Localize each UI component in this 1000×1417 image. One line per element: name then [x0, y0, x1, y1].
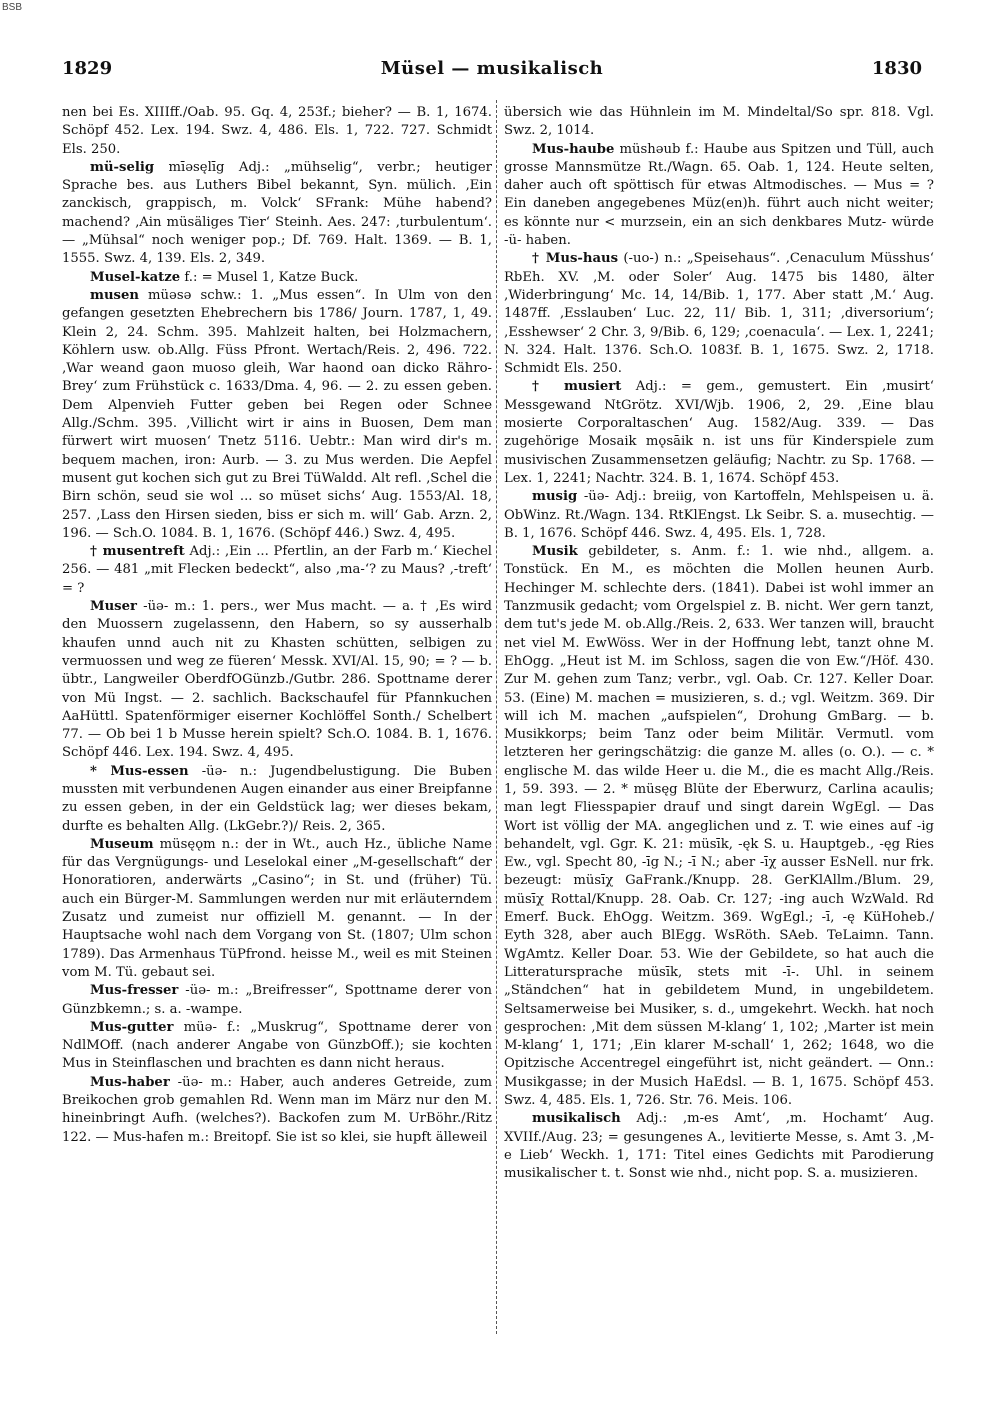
dictionary-entry	[62, 269, 492, 287]
dictionary-entry	[504, 543, 934, 1110]
entry-text: gebildeter, s. Anm. f.: 1. wie nhd., allgem. a. Tonstück. En M., es möchten die Mollen heunen Aurb. Hechinger M. schlechte ders. (1841). Dabei ist wohl immer an Tanzmusik gedacht; vom Orgelspiel z. B. nicht. Wer gern tanzt, dem tut's jede M. ob.Allg./Reis. 2, 633. Wer tanzen will, braucht net viel M. EwWöss. Wer in der Hoffnung lebt, tanzt ohne M. EhOgg. „Heut ist M. im Schloss, sagen die von Ew.“/Höf. 430. Zur M. gehen zum Tanz; verbr., vgl. Oab. Cr. 127. Keller Doar. 53. (Eine) M. machen = musizieren, s. d.; vgl. Weitzm. 369. Dir will ich M. machen „aufspielen“, Drohung GmBarg. — b. Musikkorps; beim Tanz oder beim Militär. Vermutl. vom letzteren her geringschätzig: die ganze M. alles (o. O.). — c. * englische M. das wilde Heer u. die M., die es macht Allg./Reis. 1, 59. 393. — 2. * müsęg Blüte der Eberwurz, Carlina acaulis; man legt Fliesspapier drauf und singt darein WgEgl. — Das Wort ist völlig der MA. angeglichen und z. T. wie eines auf -ig behandelt, vgl. Ggr. K. 21: müsīk, -ęk S. u. Hauptgeb., -ęg Ries Ew., vgl. Specht 80, -īg N.; -ī N.; aber -īχ ausser EsNell. nur frk. bezeugt: müsīχ GaFrank./Knupp. 28. GerKlAllm./Blum. 29, müsīχ Rottal/Knupp. 28. Oab. Cr. 127; -ing auch WzWald. Rd Emerf. Buck. EhOgg. Weitzm. 369. WgEgl.; -ī, -ę KüHoheb./ Eyth 328, aber auch BlEgg. WsRöth. SAeb. TeLaimn. Tann. WgAmtz. Keller Doar. 53. Wie der Gebildete, so hat auch die Litteratursprache müsīk, stets mit -ī-. Uhl. in seinem „Ständchen“ hat in gebildetem Mund, in ungebildetem. Seltsamerweise bei Musiker, s. d., umgekehrt. Weckh. hat noch gesprochen: ‚Mit dem süssen M-klang‘ 1, 102; ‚Marter ist mein M-klang‘ 1, 171; ‚Ein klarer M-schall‘ 1, 262; 1648, wo die Opitzische Accentregel eingeführt ist, nicht geändert. — Onn.: Musikgasse; in der Musich HaEdsl. — B. 1, 1675. Schöpf 453. Swz. 4, 485. Els. 1, 726. Str. 76. Meis. 106.	[504, 544, 934, 1109]
dictionary-entry	[62, 543, 492, 598]
entry-text: -üə- Adj.: breiig, von Kartoffeln, Mehlspeisen u. ä. ObWinz. Rt./Wagn. 134. RtKlEngst. Lk Seibr. S. a. musechtig. — B. 1, 1676. Schöpf 446. Swz. 4, 495. Els. 1, 728.	[504, 489, 934, 541]
headword: Muser	[90, 599, 137, 615]
headword: Mus-haube	[532, 141, 615, 157]
entry-text: -üə- n.: Jugendbelustigung. Die Buben mussten mit verbundenen Augen einander aus einer Breipfanne zu essen geben, in der ein Geldstück lag; wer dieses bekam, durfte es behalten Allg. (LkGebr.?)/ Reis. 2, 365.	[62, 763, 492, 834]
dictionary-entry	[62, 1019, 492, 1074]
dictionary-entry	[504, 141, 934, 251]
entry-text: -üə- m.: 1. pers., wer Mus macht. — a. † ‚Es wird den Muossern zugelassenn, den Habern, so sy ausserhalb khaufen unnd auch nit zu Khasten schütten, selbigen zu vermuossen und weg ze füeren‘ Messk. XVI/Al. 15, 90; = ? — b. übtr., Langweiler OberdfOGünzb./Gutbr. 286. Spottname derer von Mü Ingst. — 2. sachlich. Backschaufel für Pfannkuchen AaHüttl. Spatenförmiger eiserner Kochlöffel Sonth./ Schelbert 77. — Ob bei 1 b Musse herein spielt? Sch.O. 1084. B. 1, 1676. Schöpf 446. Lex. 194. Swz. 4, 495.	[62, 599, 492, 761]
dictionary-entry	[62, 159, 492, 269]
column-divider	[496, 100, 497, 1334]
headword: † musentreft	[90, 544, 185, 560]
headword: Mus-fresser	[90, 983, 179, 999]
dictionary-entry	[62, 836, 492, 982]
dictionary-entry	[62, 982, 492, 1019]
dictionary-entry	[504, 250, 934, 378]
page-header	[62, 58, 922, 82]
entry-text: f.: = Musel 1, Katze Buck.	[184, 269, 359, 285]
entry-text: -üə- m.: Haber, auch anderes Getreide, zum Breikochen grob gemahlen Rd. Wenn man im März nur den M. hineinbringt Aufh. (welches?). Backofen zum M. UrBöhr./Ritz 122. — Mus-hafen m.: Breitopf. Sie ist so klei, sie hupft älleweil	[62, 1074, 492, 1145]
entry-text: Adj.: ‚m-es Amt‘, ‚m. Hochamt‘ Aug. XVIIf./Aug. 23; = gesungenes A., levitierte Messe, s. Amt 3. ‚M-e Lieb‘ Weckh. 1, 171: Titel eines Gedichts mit Parodierung musikalischer t. t. Sonst wie nhd., nicht pop. S. a. musizieren.	[504, 1111, 934, 1182]
page-number-left: 1829	[62, 58, 113, 79]
headword: mü-selig	[90, 159, 155, 175]
headword: Musel-katze	[90, 269, 181, 285]
entry-text: müshəub f.: Haube aus Spitzen und Tüll, auch grosse Mannsmütze Rt./Wagn. 65. Oab. 1, 124. Heute selten, daher auch oft spöttisch für etwas Altmodisches. — Mus = ? Ein daneben angegebenes Müz(en)h. führt auch nicht weiter; es könnte nur < murzsein, ein an sich denkbares Mutz- würde -ü- haben.	[504, 141, 934, 249]
dictionary-entry	[504, 1110, 934, 1183]
entry-text: müəsə schw.: 1. „Mus essen“. In Ulm von den gefangen gesetzten Ehebrechern bis 1786/ Journ. 1787, 1, 49. Klein 2, 24. Schm. 395. Mahlzeit halten, bei Holzmachern, Köhlern usw. ob.Allg. Füss Pfront. Wertach/Reis. 2, 496. 722. ‚War weand gaon muoso gleih, War haond oan dicko Rähro-Brey‘ zum Frühstück c. 1633/Dma. 4, 96. — 2. zu essen geben. Dem Alpenvieh Futter geben bei Regen oder Schnee Allg./Schm. 395. ‚Villicht wirt ir ains in Buosen, Dem man fürwert wirt muosen‘ Tnetz 5116. Uebtr.: Man wird dir's m. bequem machen, iron: Aurb. — 3. zu Mus werden. Die Aepfel musent gut kochen sich gut zu Brei TüWaldd. Alt refl. ‚Schel die Birn schön, seud sie wol ... so müset sichs‘ Aug. 1553/Al. 18, 257. ‚Lass den Hirsen sieden, biss er sich m. will‘ Gab. Arzn. 2, 196. — Sch.O. 1084. B. 1, 1676. (Schöpf 446.) Swz. 4, 495.	[62, 287, 492, 541]
page-number-right: 1830	[871, 58, 922, 79]
headword: musikalisch	[532, 1111, 621, 1127]
dictionary-entry: nen bei Es. XIIIff./Oab. 95. Gq. 4, 253f.; bieher? — B. 1, 1674. Schöpf 452. Lex. 194. Swz. 4, 486. Els. 1, 722. 727. Schmidt Els. 250.	[62, 105, 492, 157]
dictionary-entry	[504, 488, 934, 543]
entry-text: mīəsęlīg Adj.: „mühselig“, verbr.; heutiger Sprache bes. aus Luthers Bibel bekannt, Syn. mülich. ‚Ein zanckisch, grappisch, m. Volck‘ SFrank: Mühe habend? machend? ‚Ain müsäliges Tier‘ Steinh. Aes. 247: ‚turbulentum‘. — „Mühsal“ noch weniger pop.; Df. 769. Halt. 1369. — B. 1, 1555. Swz. 4, 139. Els. 2, 349.	[62, 159, 492, 267]
dictionary-entry	[62, 598, 492, 763]
entry-text: müə- f.: „Muskrug“, Spottname derer von NdlMOff. (nach anderer Angabe von GünzbOff.); sie kochten Mus in Steinflaschen und brachten es dann nicht heraus.	[62, 1019, 492, 1072]
library-stamp: BSB	[2, 2, 23, 13]
headword: Mus-gutter	[90, 1019, 174, 1035]
headword: Mus-haber	[90, 1074, 170, 1090]
dictionary-entry	[62, 1074, 492, 1147]
entry-text: müsęǫm n.: der in Wt., auch Hz., übliche Name für das Vergnügungs- und Leselokal einer „M-gesellschaft“ der Honoratioren, anderwärts „Casino“; in St. und (früher) Tü. auch ein Bürger-M. Sammlungen werden nur mit erläuterndem Zusatz und zumeist nur offiziell M. genannt. — In der Hauptsache wohl nach dem Vorgang von St. (1807; Ulm schon 1789). Das Armenhaus TüPfrond. heisse M., weil es mit Steinen vom M. Tü. gebaut sei.	[62, 836, 492, 980]
dictionary-entry	[62, 287, 492, 543]
right-column	[504, 104, 934, 1184]
headword: Museum	[90, 836, 154, 852]
entry-text: Adj.: ‚Ein ... Pfertlin, an der Farb m.‘ Kiechel 256. — 481 „mit Flecken bedeckt“, also ‚ma-‘? zu Maus? ‚-treft‘ = ?	[62, 544, 492, 596]
headword: † Mus-haus	[532, 251, 619, 267]
entry-text: (-uo-) n.: „Speisehaus“. ‚Cenaculum Müsshus‘ RbEh. XV. ‚M. oder Soler‘ Aug. 1475 bis 1480, älter ‚Widerbringung‘ Mc. 14, 14/Bib. 1, 177. Aber statt ‚M.‘ Aug. 1487ff. ‚Esslauben‘ Luc. 22, 11/ Bib. 1, 311; ‚diversorium‘; ‚Esshewser‘ 2 Chr. 3, 9/Bib. 6, 129; ‚coenacula‘. — Lex. 1, 2241; N. 324. Halt. 1376. Sch.O. 1083f. B. 1, 1675. Swz. 2, 1718. Schmidt Els. 250.	[504, 251, 935, 377]
headword: * Mus-essen	[90, 763, 189, 779]
dictionary-entry	[504, 378, 934, 488]
headword: musig	[532, 489, 578, 505]
entry-text: Adj.: = gem., gemustert. Ein ‚musirt‘ Messgewand NtGrötz. XVI/Wjb. 1906, 2, 29. ‚Eine blau mosierte Corporaltaschen‘ Aug. 1582/Aug. 339. — Das zugehörige Mosaik mǫsāik n. ist uns für Kinderspiele zum musivischen Zusammensetzen geläufig; Nachtr. zu Sp. 1768. — Lex. 1, 2241; Nachtr. 324. B. 1, 1674. Schöpf 453.	[504, 379, 934, 486]
page-title: Müsel — musikalisch	[380, 58, 604, 79]
dictionary-entry: übersich wie das Hühnlein im M. Mindeltal/So spr. 818. Vgl. Swz. 2, 1014.	[504, 105, 934, 139]
entry-text: -üə- m.: „Breifresser“, Spottname derer von Günzbkemn.; s. a. -wampe.	[62, 983, 492, 1017]
dictionary-entry	[62, 763, 492, 836]
headword: Musik	[532, 544, 578, 560]
headword: † musiert	[532, 379, 622, 395]
headword: musen	[90, 287, 139, 303]
left-column	[62, 104, 492, 1147]
